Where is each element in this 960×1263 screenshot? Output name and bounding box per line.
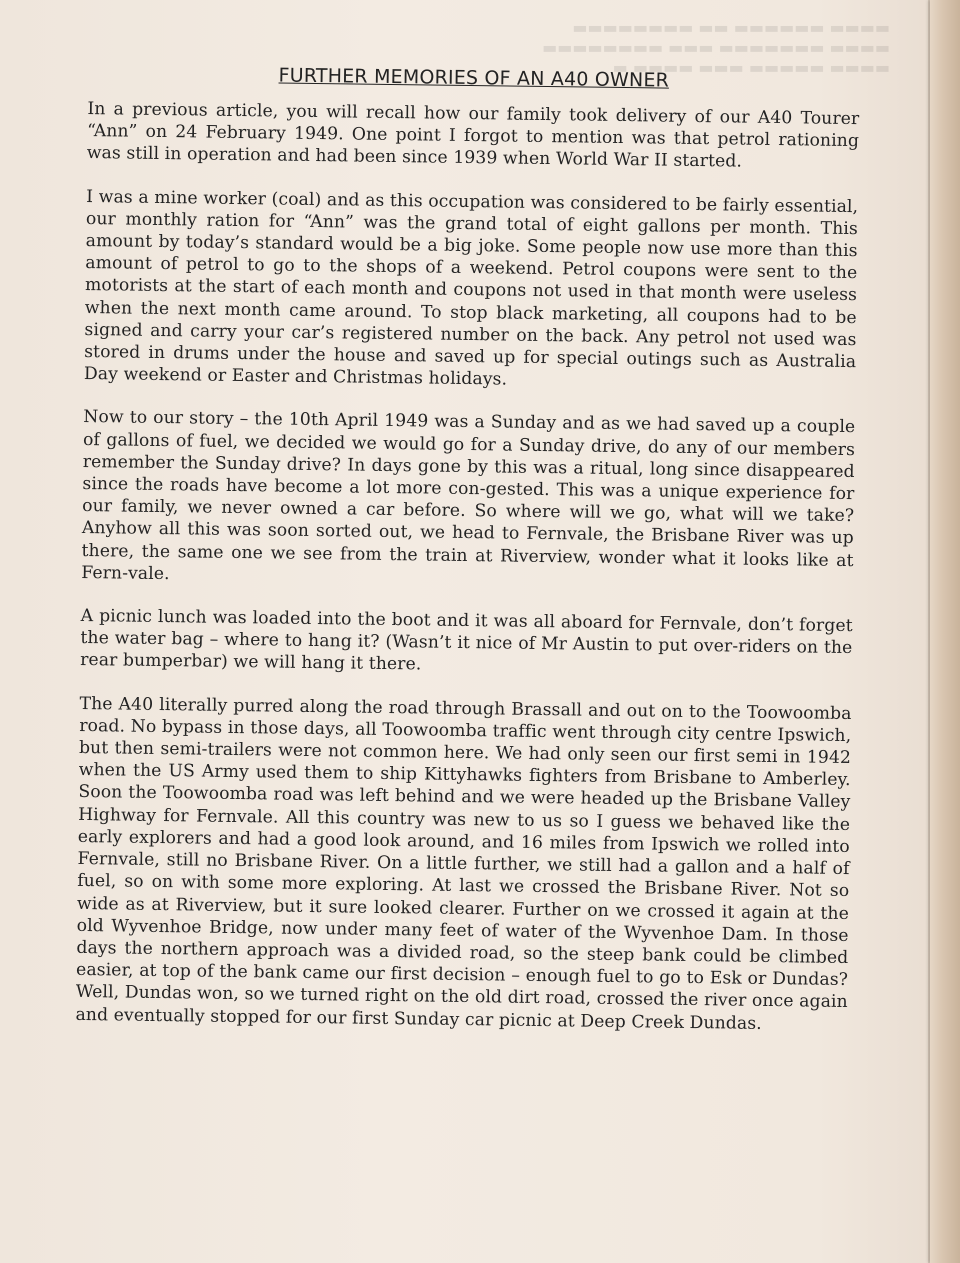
paragraph-3: Now to our story – the 10th April 1949 was a Sunday and as we had saved up a couple of gallons of fuel, we decided we would go for a Sunday drive, do any of our members remember the Sunday drive? In days gone by this was a ritual, long since disappeared since the roads have become a lot more con-gested. This was a unique experience for our family, we never owned a car before. So where will we go, what will we take? Anyhow all this was soon sorted out, we head to Fernvale, the Brisbane River was up there, the same one we see from the train at Riverview, wonder what it looks like at Fern-vale. (81, 407, 856, 584)
paragraph-4: A picnic lunch was loaded into the boot and it was all aboard for Fernvale, don’t forget the water bag – where to hang it? (Wasn’t it nice of Mr Austin to put over-riders on the rear bumperbar) we will hang it there. (80, 606, 853, 675)
page-edge (930, 0, 960, 1263)
article (75, 62, 860, 1057)
paragraph-5: The A40 literally purred along the road through Brassall and out on to the Toowoomba road. No bypass in those days, all Toowoomba traffic went through city centre Ipswich, but then semi-trailers were not common here. We had only seen our first semi in 1942 when the US Army used them to ship Kittyhawks fighters from Brisbane to Amberley. Soon the Toowoomba road was left behind and we were headed up the Brisbane Valley Highway for Fernvale. All this country was new to us so I guess we behaved like the early explorers and had a good look around, and 16 miles from Ipswich we rolled into Fernvale, still no Brisbane River. On a little further, we still had a gallon and a half of fuel, so on with some more exploring. At last we crossed the Brisbane River. Not so wide as at Riverview, but it sure looked clearer. Further on we crossed it again at the old Wyvenhoe Bridge, now under many feet of water of the Wyvenhoe Dam. In those days the northern approach was a divided road, so the steep bank could be climbed easier, at top of the bank came our first decision – enough fuel to go to Esk or Dundas? Well, Dundas won, so we turned right on the old dirt road, crossed the river once again and eventually stopped for our first Sunday car picnic at Deep Creek Dundas. (75, 693, 852, 1034)
show-through-text: ▬▬▬▬ ▬▬▬▬▬▬ ▬▬ ▬▬▬▬▬▬▬▬ ▬▬▬▬ ▬▬▬▬▬▬▬ ▬▬▬ ▬▬▬▬▬▬▬▬ ▬▬▬▬ ▬▬▬▬▬ ▬▬▬ ▬▬▬▬ ▬ (542, 18, 890, 77)
article-title: FURTHER MEMORIES OF AN A40 OWNER (278, 64, 670, 92)
paragraph-2: I was a mine worker (coal) and as this occupation was considered to be fairly essential, our monthly ration for “Ann” was the grand total of eight gallons per month. This amount by today’s standard would be a big joke. Some people now use more than this amount of petrol to go to the shops of a weekend. Petrol coupons were sent to the motorists at the start of each month and coupons not used in that month were useless when the next month came around. To stop black marketing, all coupons had to be signed and carry your car’s registered number on the back. Any petrol not used was stored in drums under the house and saved up for special outings such as Australia Day weekend or Easter and Christmas holidays. (83, 186, 859, 390)
paragraph-1: In a previous article, you will recall how our family took delivery of our A40 Tourer “Ann” on 24 February 1949. One point I forgot to mention was that petrol rationing was still in operation and had been since 1939 when World War II started. (86, 98, 860, 172)
